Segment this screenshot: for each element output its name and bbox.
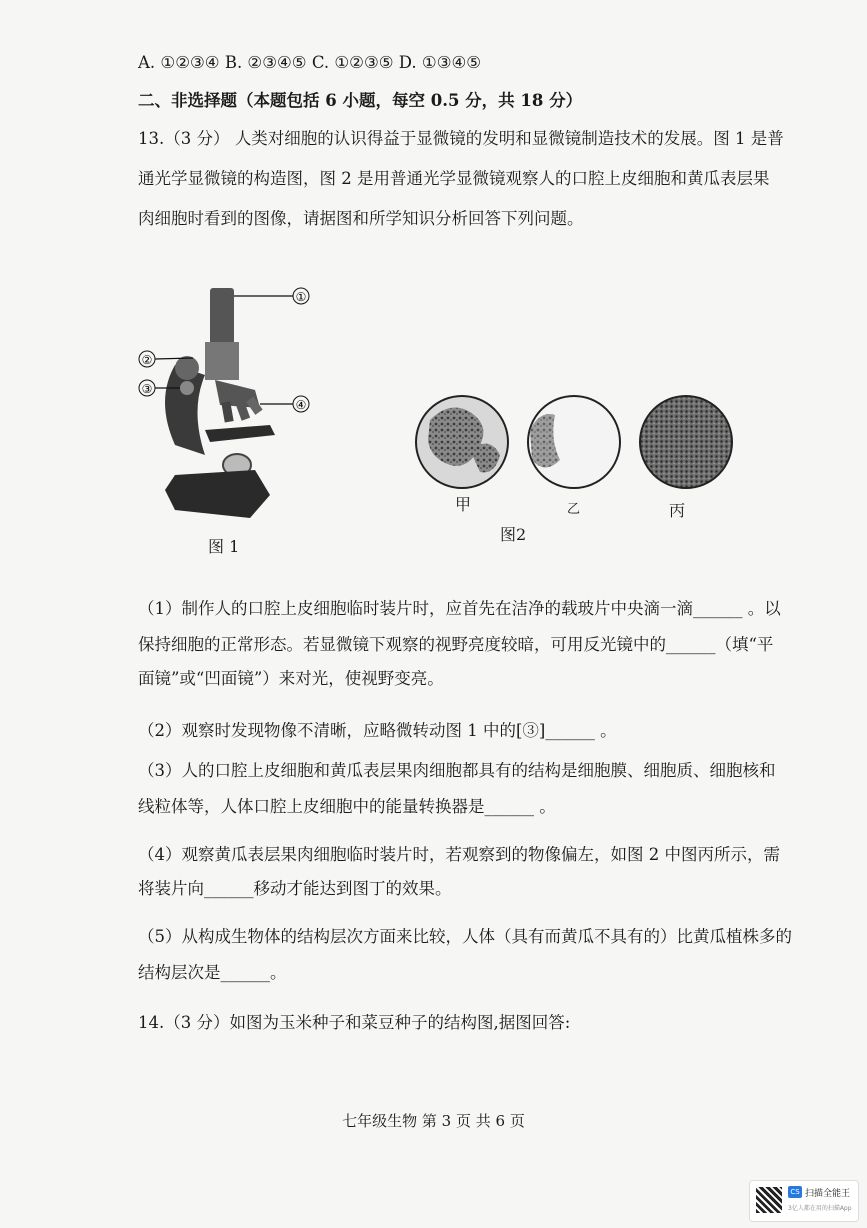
q13-part1-line-3: 面镜”或“凹面镜”）来对光，使视野变亮。 bbox=[138, 669, 444, 688]
marker-3: ③ bbox=[141, 382, 153, 396]
q13-part1-line-1: （1）制作人的口腔上皮细胞临时装片时，应首先在洁净的载玻片中央滴一滴______ 。以 bbox=[138, 599, 781, 618]
label-yi: 乙 bbox=[567, 502, 581, 517]
microscope-figure bbox=[135, 280, 335, 530]
q13-intro-line-2: 通光学显微镜的构造图，图 2 是用普通光学显微镜观察人的口腔上皮细胞和黄瓜表层果 bbox=[138, 169, 770, 188]
options-line: A. ①②③④ B. ②③④⑤ C. ①②③⑤ D. ①③④⑤ bbox=[138, 53, 482, 72]
q13-part5-line-2: 结构层次是______。 bbox=[138, 963, 287, 982]
eyepiece bbox=[210, 288, 234, 348]
q13-part3-line-2: 线粒体等，人体口腔上皮细胞中的能量转换器是______ 。 bbox=[138, 797, 556, 816]
scanner-watermark bbox=[749, 1180, 859, 1222]
watermark-subtitle: 3亿人都在用的扫描App bbox=[788, 1205, 852, 1212]
q13-part3-line-1: （3）人的口腔上皮细胞和黄瓜表层果肉细胞都具有的结构是细胞膜、细胞质、细胞核和 bbox=[138, 761, 776, 780]
fine-focus-knob bbox=[180, 381, 194, 395]
camscanner-logo-icon: CS bbox=[788, 1186, 802, 1198]
q13-part4-line-1: （4）观察黄瓜表层果肉细胞临时装片时，若观察到的物像偏左，如图 2 中图丙所示，需 bbox=[138, 845, 780, 864]
marker-1: ① bbox=[295, 290, 307, 304]
microscope-base bbox=[165, 470, 270, 518]
q13-part4-line-2: 将装片向______移动才能达到图丁的效果。 bbox=[138, 879, 452, 898]
q13-part5-line-1: （5）从构成生物体的结构层次方面来比较，人体（具有而黄瓜不具有的）比黄瓜植株多的 bbox=[138, 927, 792, 946]
view-bing bbox=[640, 396, 732, 488]
figure-2-caption: 图2 bbox=[500, 525, 527, 544]
microscope-views-figure bbox=[410, 380, 745, 510]
section-title: 二、非选择题（本题包括 6 小题，每空 0.5 分，共 18 分） bbox=[138, 91, 583, 110]
q13-intro-line-3: 肉细胞时看到的图像，请据图和所学知识分析回答下列问题。 bbox=[138, 209, 584, 228]
q13-part2: （2）观察时发现物像不清晰，应略微转动图 1 中的[③]______ 。 bbox=[138, 721, 617, 740]
q13-intro-line-1: 13.（3 分） 人类对细胞的认识得益于显微镜的发明和显微镜制造技术的发展。图 1 是普 bbox=[138, 129, 784, 148]
watermark-title: 扫描全能王 bbox=[805, 1189, 851, 1199]
q13-part1-line-2: 保持细胞的正常形态。若显微镜下观察的视野亮度较暗，可用反光镜中的______（填“平 bbox=[138, 635, 774, 654]
qr-code-icon bbox=[756, 1187, 782, 1213]
stage bbox=[205, 425, 275, 442]
coarse-focus-knob bbox=[175, 356, 199, 380]
figure-1-caption: 图 1 bbox=[208, 537, 240, 556]
page-footer: 七年级生物 第 3 页 共 6 页 bbox=[342, 1112, 525, 1130]
q14-title: 14.（3 分）如图为玉米种子和菜豆种子的结构图,据图回答: bbox=[138, 1013, 571, 1032]
label-bing: 丙 bbox=[669, 501, 686, 520]
marker-2: ② bbox=[141, 353, 153, 367]
marker-4: ④ bbox=[295, 398, 307, 412]
label-jia: 甲 bbox=[455, 495, 472, 514]
